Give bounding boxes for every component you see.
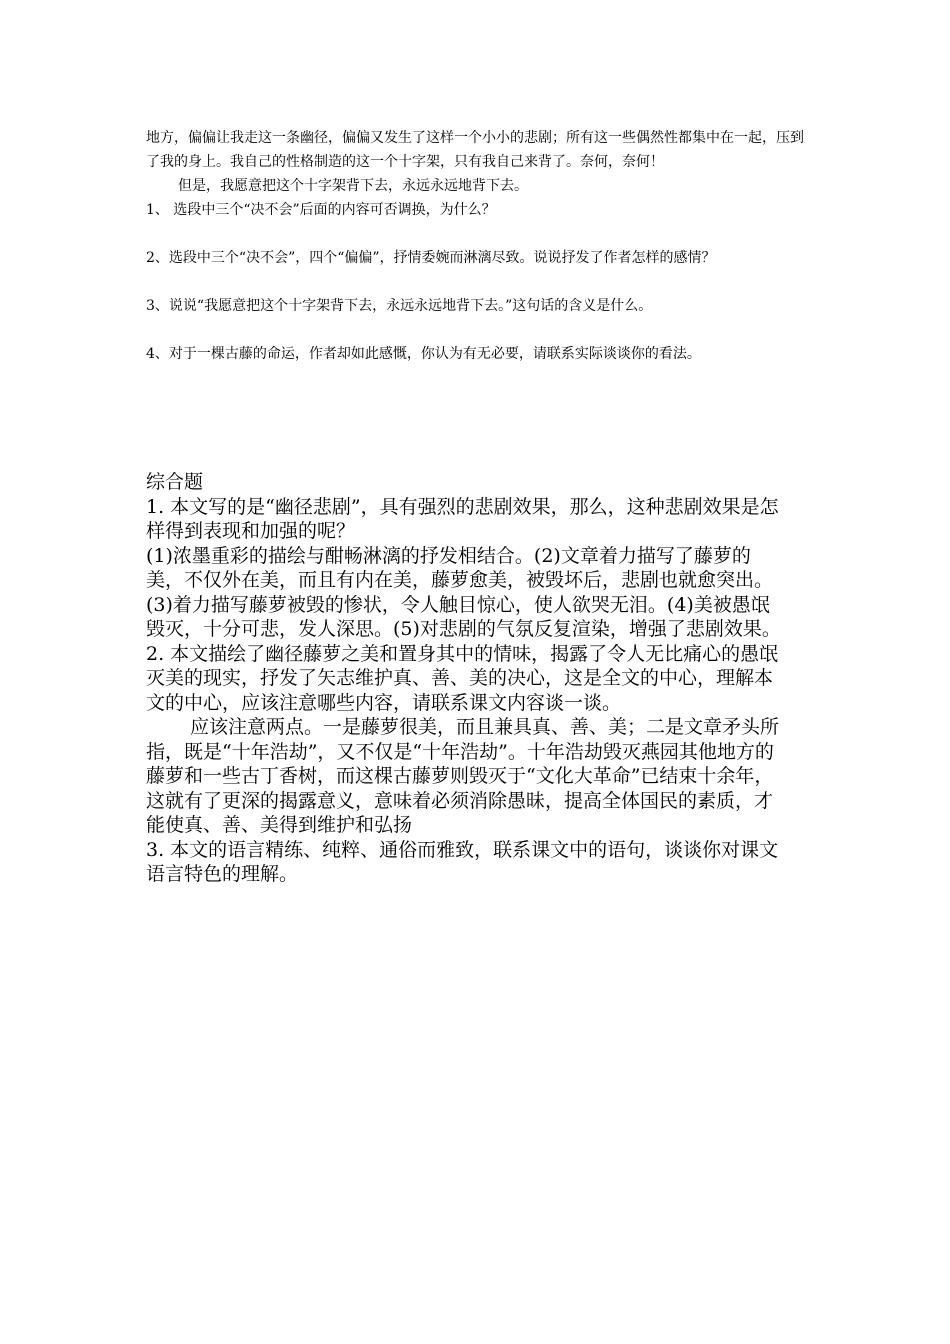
question-4: 4、对于一棵古藤的命运，作者却如此感慨，你认为有无必要，请联系实际谈谈你的看法。 — [146, 346, 701, 362]
comprehensive-answer-1: (1)浓墨重彩的描绘与酣畅淋漓的抒发相结合。(2)文章着力描写了藤萝的美，不仅外在美，而且有内在美，藤萝愈美，被毁坏后，悲剧也就愈突出。(3)着力描写藤萝被毁的惨状，令人触目惊心，使人欲哭无泪。(4)美被愚氓毁灭，十分可悲，发人深思。(5)对悲剧的气氛反复渲染，增强了悲剧效果。 — [146, 544, 781, 640]
comprehensive-question-2: 2. 本文描绘了幽径藤萝之美和置身其中的情味，揭露了令人无比痛心的愚氓灭美的现实，抒发了矢志维护真、善、美的决心，这是全文的中心，理解本文的中心，应该注意哪些内容，请联系课文内容谈一谈。 — [146, 642, 779, 714]
question-1: 1、 选段中三个“决不会”后面的内容可否调换，为什么？ — [146, 202, 496, 218]
comprehensive-section — [146, 470, 786, 887]
comprehensive-question-1: 1. 本文写的是“幽径悲剧”，具有强烈的悲剧效果，那么，这种悲剧效果是怎样得到表现和加强的呢？ — [146, 495, 779, 542]
reading-passage-section — [146, 126, 816, 366]
comprehensive-question-3: 3. 本文的语言精练、纯粹、通俗而雅致，联系课文中的语句，谈谈你对课文语言特色的理解。 — [146, 838, 779, 885]
passage-continuation: 地方，偏偏让我走这一条幽径，偏偏又发生了这样一个小小的悲剧；所有这一些偶然性都集中在一起，压到了我的身上。我自己的性格制造的这一个十字架，只有我自己来背了。奈何，奈何！ — [146, 130, 804, 170]
section-heading: 综合题 — [146, 471, 204, 493]
question-3: 3、说说“我愿意把这个十字架背下去，永远永远地背下去。”这句话的含义是什么。 — [146, 298, 653, 314]
comprehensive-answer-2: 应该注意两点。一是藤萝很美，而且兼具真、善、美；二是文章矛头所指，既是“十年浩劫”，又不仅是“十年浩劫”。十年浩劫毁灭燕园其他地方的藤萝和一些古丁香树，而这棵古藤萝则毁灭于“文化大革命”已结束十余年，这就有了更深的揭露意义，意味着必须消除愚昧，提高全体国民的素质，才能使真、善、美得到维护和弘扬 — [146, 716, 780, 836]
question-2: 2、选段中三个“决不会”，四个“偏偏”，抒情委婉而淋漓尽致。说说抒发了作者怎样的感情？ — [146, 250, 716, 266]
passage-closing-line: 但是，我愿意把这个十字架背下去，永远永远地背下去。 — [178, 178, 528, 194]
